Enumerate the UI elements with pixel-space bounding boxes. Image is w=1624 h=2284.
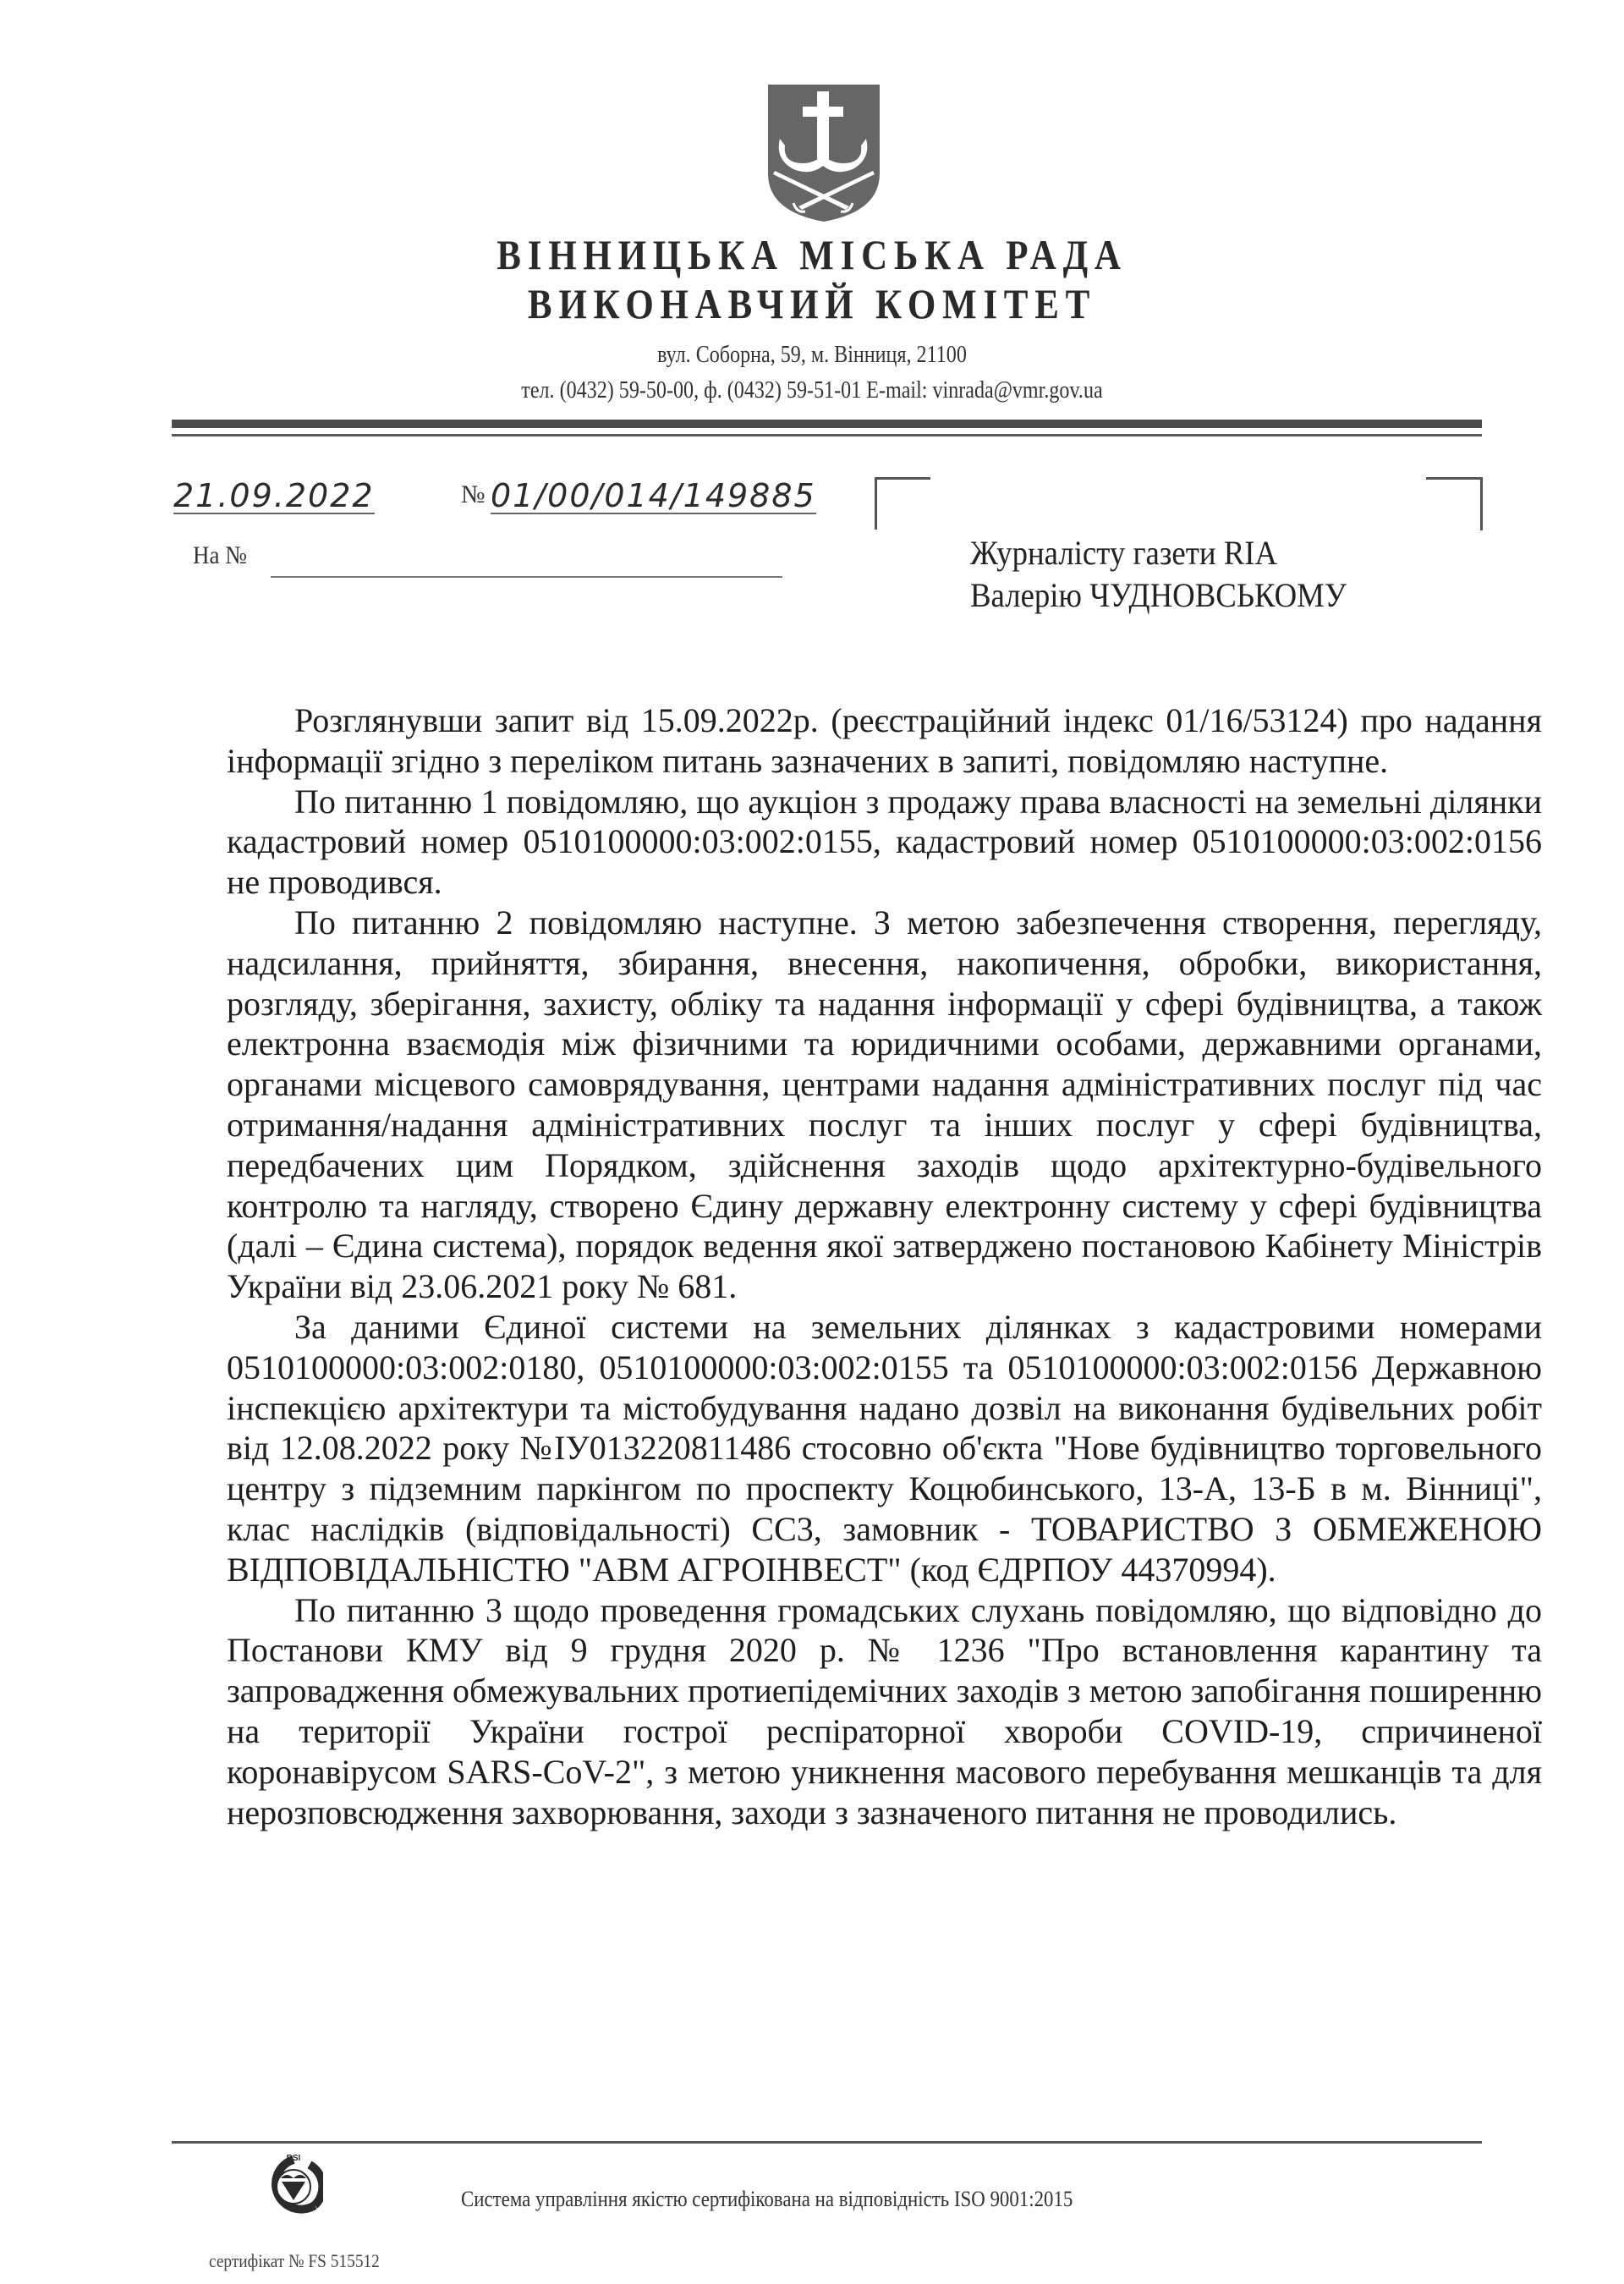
reference-label: На №	[193, 541, 247, 569]
address-bracket-left-top	[875, 477, 930, 480]
addressee-line-2: Валерію ЧУДНОВСЬКОМУ	[970, 576, 1347, 614]
quality-statement: Система управління якістю сертифікована на відповідність ISO 9001:2015	[461, 2187, 1073, 2211]
addressee-line-1: Журналісту газети RIA	[970, 534, 1278, 572]
vinnytsia-coat-of-arms-icon	[768, 85, 880, 222]
paragraph-permit-data: За даними Єдиної системи на земельних ділянках з кадастровими номерами 0510100000:03:002:0180, 0510100000:03:002:0155 та 0510100000:03:002:0156 Державною інспекцією архітектури та містобудування надано дозвіл на виконання будівельних робіт від 12.08.2022 року №ІУ013220811486 стосовно об'єкта "Нове будівництво торговельного центру з підземним паркінгом по проспекту Коцюбинського, 13-А, 13-Б в м. Вінниці", клас наслідків (відповідальності) СС3, замовник - ТОВАРИСТВО З ОБМЕЖЕНОЮ ВІДПОВІДАЛЬНІСТЮ "АВМ АГРОІНВЕСТ" (код ЄДРПОУ 44370994).	[227, 1307, 1542, 1589]
org-contacts: тел. (0432) 59-50-00, ф. (0432) 59-51-01 E-mail: vinrada@vmr.gov.ua	[521, 377, 1103, 404]
address-bracket-right	[1480, 477, 1483, 530]
handwritten-date: 21.09.2022	[173, 477, 375, 514]
paragraph-question-3: По питанню 3 щодо проведення громадських слухань повідомляю, що відповідно до Постанови КМУ від 9 грудня 2020 р. № 1236 "Про встановлення карантину та запровадження обмежувальних протиепідемічних заходів з метою запобігання поширенню на території України гострої респіраторної хвороби COVID-19, спричиненої коронавірусом SARS-CoV-2", з метою уникнення масового перебування мешканців та для нерозповсюдження захворювання, заходи з зазначеного питання не проводились.	[227, 1590, 1542, 1831]
number-label: №	[461, 480, 486, 508]
paragraph-intro: Розглянувши запит від 15.09.2022р. (реєстраційний індекс 01/16/53124) про надання інформації згідно з переліком питань зазначених в запиті, повідомляю наступне.	[227, 701, 1542, 780]
org-name: ВІННИЦЬКА МІСЬКА РАДА	[497, 231, 1127, 278]
org-address: вул. Соборна, 59, м. Вінниця, 21100	[657, 342, 967, 368]
bsi-certification-logo-icon	[264, 2153, 323, 2221]
handwritten-reg-number: 01/00/014/149885	[491, 477, 816, 514]
svg-text:BSI: BSI	[286, 2154, 301, 2163]
header-rule-thin	[172, 434, 1482, 436]
paragraph-question-2: По питанню 2 повідомляю наступне. З метою забезпечення створення, перегляду, надсилання, прийняття, збирання, внесення, накопичення, обробки, використання, розгляду, зберігання, захисту, обліку та надання інформації у сфері будівництва, а також електронна взаємодія між фізичними та юридичними особами, державними органами, органами місцевого самоврядування, центрами надання адміністративних послуг під час отримання/надання адміністративних послуг та інших послуг у сфері будівництва, передбачених цим Порядком, здійснення заходів щодо архітектурно-будівельного контролю та нагляду, створено Єдину державну електронну систему у сфері будівництва (далі – Єдина система), порядок ведення якої затверджено постановою Кабінету Міністрів України від 23.06.2021 року № 681.	[227, 903, 1542, 1306]
footer-rule	[172, 2141, 1482, 2144]
address-bracket-left	[875, 477, 877, 530]
certificate-number: сертифікат № FS 515512	[209, 2250, 380, 2271]
letter-body	[227, 700, 1542, 1832]
org-body: ВИКОНАВЧИЙ КОМІТЕТ	[527, 280, 1097, 327]
header-rule-thick	[172, 420, 1482, 428]
reference-blank-line	[271, 576, 782, 578]
address-bracket-right-top	[1426, 477, 1483, 480]
paragraph-question-1: По питанню 1 повідомляю, що аукціон з продажу права власності на земельні ділянки кадастровий номер 0510100000:03:002:0155, кадастровий номер 0510100000:03:002:0156 не проводився.	[227, 782, 1542, 902]
